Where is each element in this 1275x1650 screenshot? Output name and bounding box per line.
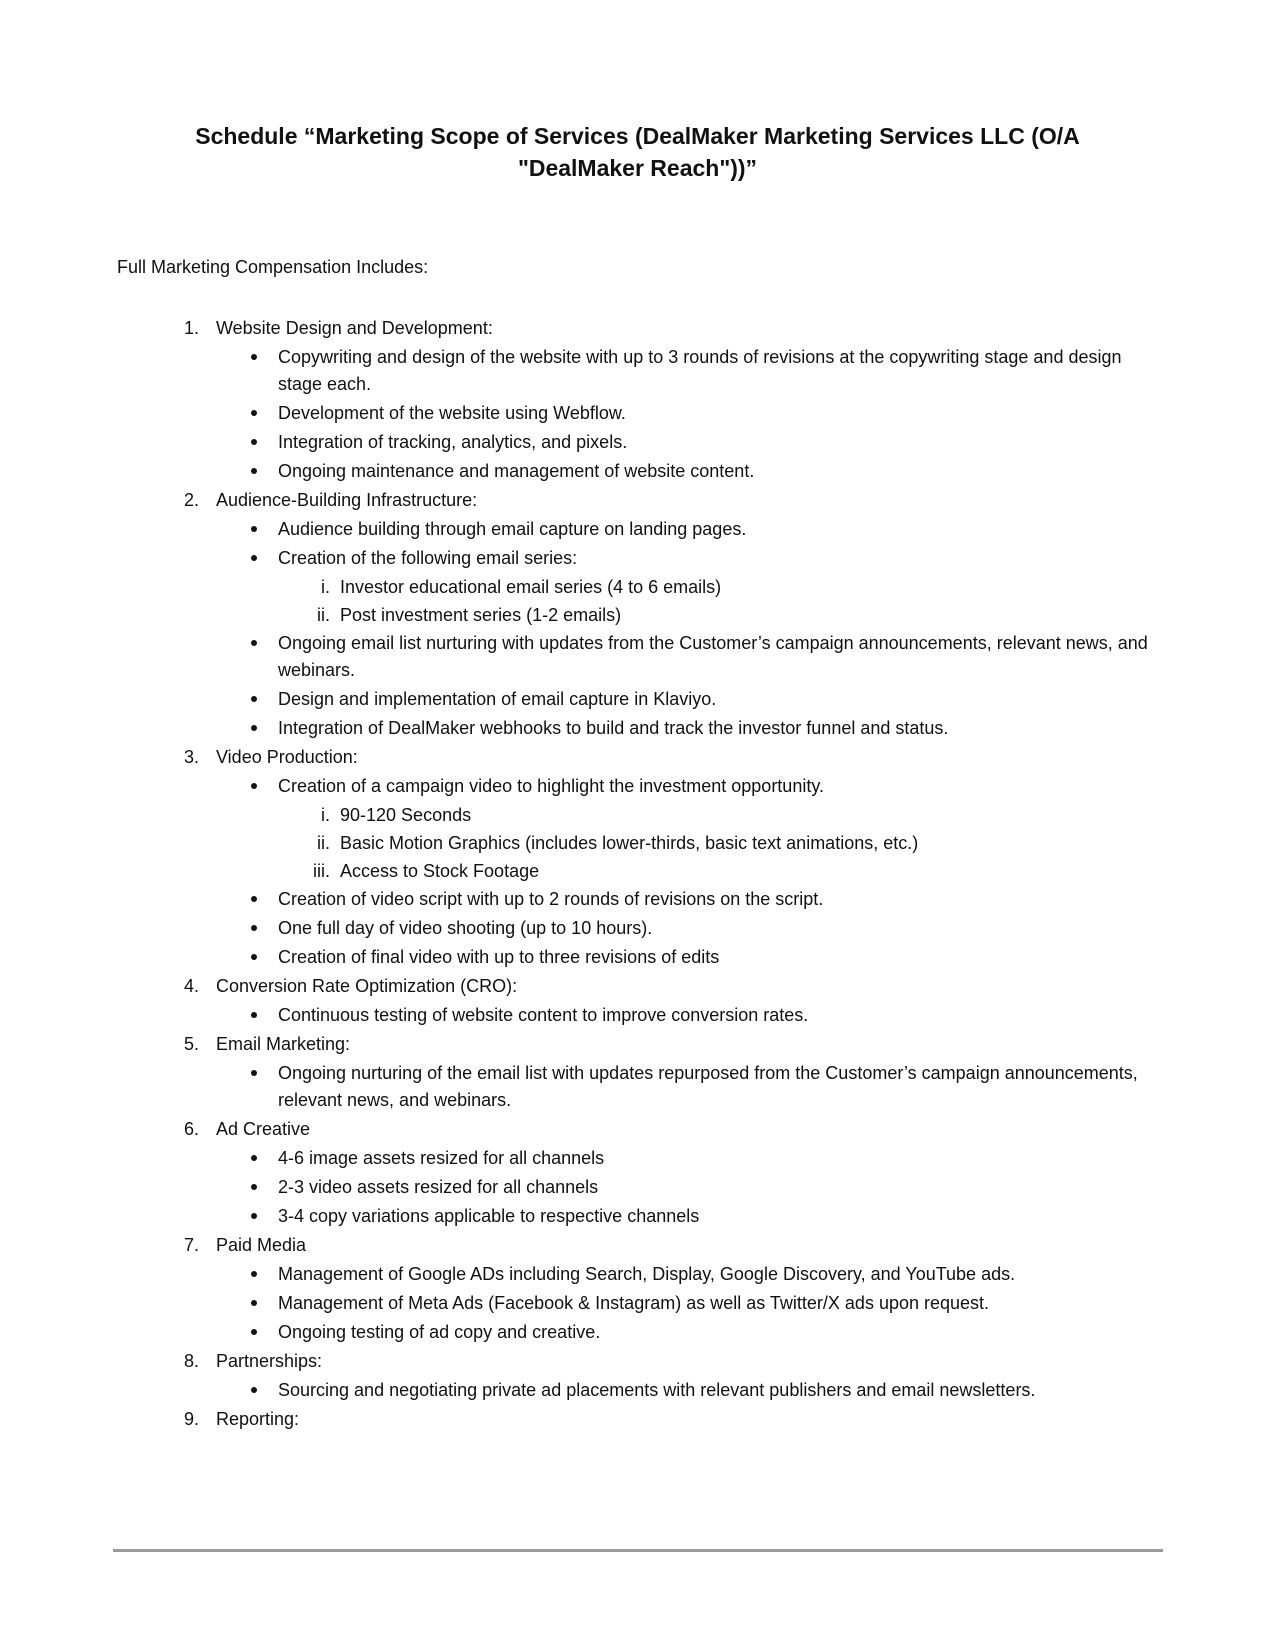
section-title: Website Design and Development: (216, 318, 493, 338)
bullet-item: Management of Google ADs including Search, Display, Google Discovery, and YouTube ads. (0, 1260, 1275, 1289)
sub-item-text: Investor educational email series (4 to 6 emails) (340, 577, 722, 597)
sub-item-number: ii. (317, 833, 330, 853)
sub-item-text: Basic Motion Graphics (includes lower-thirds, basic text animations, etc.) (340, 833, 919, 853)
bullet-item: Ongoing nurturing of the email list with updates repurposed from the Customer’s campaign announcements, relevant news, and webinars. (0, 1059, 1275, 1115)
section-number: 5. (184, 1034, 200, 1054)
services-list (0, 314, 1275, 1434)
sub-item-number: i. (321, 577, 330, 597)
section-number: 7. (184, 1235, 200, 1255)
service-section (0, 1347, 1275, 1405)
section-number: 4. (184, 976, 200, 996)
service-section (0, 486, 1275, 743)
section-heading (0, 1231, 1275, 1260)
section-title: Email Marketing: (216, 1034, 351, 1054)
sub-item-number: iii. (313, 861, 330, 881)
service-section (0, 1030, 1275, 1115)
bullet-item: Creation of video script with up to 2 rounds of revisions on the script. (0, 885, 1275, 914)
section-heading (0, 1347, 1275, 1376)
bullet-item: Integration of DealMaker webhooks to build and track the investor funnel and status. (0, 714, 1275, 743)
bullet-item: Design and implementation of email capture in Klaviyo. (0, 685, 1275, 714)
sub-item (0, 573, 1275, 601)
sub-item-text: Post investment series (1-2 emails) (340, 605, 622, 625)
footer-rule (113, 1549, 1163, 1552)
bullet-item: Audience building through email capture on landing pages. (0, 515, 1275, 544)
service-section (0, 972, 1275, 1030)
section-number: 1. (184, 318, 200, 338)
title-line-2: "DealMaker Reach"))” (517, 155, 758, 181)
sub-item-text: 90-120 Seconds (340, 805, 472, 825)
section-number: 2. (184, 490, 200, 510)
bullet-item: One full day of video shooting (up to 10 hours). (0, 914, 1275, 943)
sub-item-number: i. (321, 805, 330, 825)
section-heading (0, 314, 1275, 343)
sub-item (0, 601, 1275, 629)
bullet-item: Development of the website using Webflow. (0, 399, 1275, 428)
bullet-item: Integration of tracking, analytics, and pixels. (0, 428, 1275, 457)
intro-text: Full Marketing Compensation Includes: (117, 257, 429, 277)
service-section (0, 314, 1275, 486)
section-heading (0, 1405, 1275, 1434)
bullet-item: Creation of the following email series: (0, 544, 1275, 573)
bullet-item: Management of Meta Ads (Facebook & Instagram) as well as Twitter/X ads upon request. (0, 1289, 1275, 1318)
bullet-item: Ongoing email list nurturing with updates from the Customer’s campaign announcements, relevant news, and webinars. (0, 629, 1275, 685)
section-heading (0, 972, 1275, 1001)
section-heading (0, 1115, 1275, 1144)
section-title: Audience-Building Infrastructure: (216, 490, 478, 510)
section-number: 6. (184, 1119, 200, 1139)
bullet-item: Continuous testing of website content to improve conversion rates. (0, 1001, 1275, 1030)
section-number: 9. (184, 1409, 200, 1429)
section-title: Reporting: (216, 1409, 300, 1429)
section-number: 3. (184, 747, 200, 767)
bullet-item: Creation of final video with up to three revisions of edits (0, 943, 1275, 972)
service-section (0, 743, 1275, 972)
section-number: 8. (184, 1351, 200, 1371)
section-title: Partnerships: (216, 1351, 323, 1371)
section-heading (0, 1030, 1275, 1059)
section-title: Paid Media (216, 1235, 307, 1255)
title-line-1: Schedule “Marketing Scope of Services (DealMaker Marketing Services LLC (O/A (195, 123, 1080, 149)
section-title: Ad Creative (216, 1119, 311, 1139)
bullet-item: Sourcing and negotiating private ad placements with relevant publishers and email newsletters. (0, 1376, 1275, 1405)
bullet-item: Ongoing maintenance and management of website content. (0, 457, 1275, 486)
section-heading (0, 486, 1275, 515)
service-section (0, 1115, 1275, 1231)
document-title (110, 120, 1165, 184)
sub-item (0, 801, 1275, 829)
section-title: Video Production: (216, 747, 358, 767)
section-title: Conversion Rate Optimization (CRO): (216, 976, 518, 996)
section-heading (0, 743, 1275, 772)
bullet-item: 2-3 video assets resized for all channels (0, 1173, 1275, 1202)
sub-item (0, 829, 1275, 857)
sub-item-text: Access to Stock Footage (340, 861, 540, 881)
bullet-item: Creation of a campaign video to highlight the investment opportunity. (0, 772, 1275, 801)
bullet-item: 4-6 image assets resized for all channels (0, 1144, 1275, 1173)
sub-item-number: ii. (317, 605, 330, 625)
bullet-item: Copywriting and design of the website with up to 3 rounds of revisions at the copywriting stage and design stage each. (0, 343, 1275, 399)
sub-item (0, 857, 1275, 885)
bullet-item: 3-4 copy variations applicable to respective channels (0, 1202, 1275, 1231)
service-section (0, 1231, 1275, 1347)
bullet-item: Ongoing testing of ad copy and creative. (0, 1318, 1275, 1347)
service-section (0, 1405, 1275, 1434)
